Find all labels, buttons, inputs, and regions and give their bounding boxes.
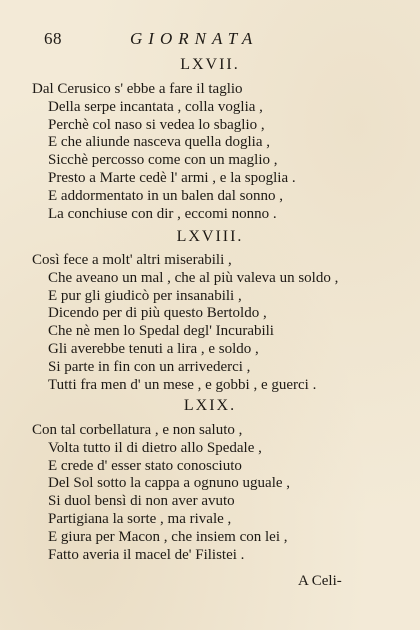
- stanza-text: [0, 252, 420, 394]
- verse-line: Si duol bensì di non aver avuto: [48, 493, 235, 510]
- verse-line: Della serpe incantata , colla voglia ,: [48, 98, 263, 115]
- verse-line: E pur gli giudicò per insanabili ,: [48, 287, 242, 304]
- running-title: GIORNATA: [130, 29, 259, 48]
- verse-line: E giura per Macon , che insiem con lei ,: [48, 528, 288, 545]
- catchword: A Celi-: [298, 573, 342, 589]
- verse-line: Così fece a molt' altri miserabili ,: [32, 252, 232, 268]
- stanza-text: [0, 422, 420, 564]
- verse-line: Che nè men lo Spedal degl' Incurabili: [48, 323, 274, 340]
- stanza-number: LXVIII.: [176, 228, 244, 245]
- verse-line: Gli averebbe tenuti a lira , e soldo ,: [48, 340, 259, 357]
- stanza-number: LXVII.: [180, 56, 240, 73]
- stanza-number: LXIX.: [183, 397, 237, 414]
- verse-line: Che aveano un mal , che al più valeva un soldo ,: [48, 269, 339, 286]
- verse-line: Sicchè percosso come con un maglio ,: [48, 152, 278, 169]
- verse-line: Con tal corbellatura , e non saluto ,: [32, 422, 243, 438]
- verse-line: Dicendo per di più questo Bertoldo ,: [48, 305, 267, 322]
- verse-line: Partigiana la sorte , ma rivale ,: [48, 510, 232, 527]
- verse-line: Perchè col naso si vedea lo sbaglio ,: [48, 116, 265, 133]
- verse-line: Presto a Marte cedè l' armi , e la spoglia .: [48, 169, 296, 186]
- verse-line: Si parte in fin con un arrivederci ,: [48, 358, 251, 375]
- verse-line: Volta tutto il di dietro allo Spedale ,: [48, 439, 262, 456]
- verse-line: Fatto averia il macel de' Filistei .: [48, 546, 245, 563]
- verse-line: La conchiuse con dir , eccomi nonno .: [48, 205, 277, 222]
- verse-line: Tutti fra men d' un mese , e gobbi , e guerci .: [48, 376, 317, 393]
- verse-line: E che aliunde nasceva quella doglia ,: [48, 134, 270, 151]
- verse-line: Del Sol sotto la cappa a ognuno uguale ,: [48, 475, 291, 492]
- stanza-text: [0, 81, 420, 223]
- verse-line: E addormentato in un balen dal sonno ,: [48, 187, 283, 204]
- page-number: 68: [44, 29, 62, 48]
- verse-line: Dal Cerusico s' ebbe a fare il taglio: [32, 81, 243, 97]
- verse-line: E crede d' esser stato conosciuto: [48, 457, 242, 474]
